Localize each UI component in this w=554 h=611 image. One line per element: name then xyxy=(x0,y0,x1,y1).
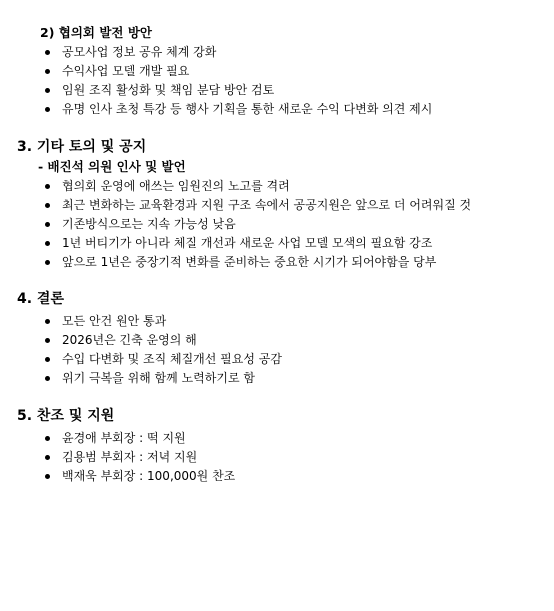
list-item xyxy=(0,369,282,388)
remarks-list xyxy=(0,177,471,272)
bullet-icon xyxy=(45,107,50,112)
list-item xyxy=(0,350,282,369)
conclusion-list xyxy=(0,312,282,388)
list-item-text: 최근 변화하는 교육환경과 지원 구조 속에서 공공지원은 앞으로 더 어려워질 것 xyxy=(62,198,472,212)
list-item-text: 기존방식으로는 지속 가능성 낮음 xyxy=(62,217,236,231)
bullet-icon xyxy=(45,338,50,343)
bullet-icon xyxy=(45,436,50,441)
list-item xyxy=(0,196,471,215)
section-heading-conclusion: 4. 결론 xyxy=(17,291,64,307)
list-item-text: 유명 인사 초청 특강 등 행사 기획을 통한 새로운 수익 다변화 의견 제시 xyxy=(62,102,433,116)
list-item xyxy=(0,429,235,448)
list-item-text: 윤경애 부회장 : 떡 지원 xyxy=(62,431,186,445)
subsection-title-remarks: - 배진석 의원 인사 및 발언 xyxy=(38,159,186,174)
list-item xyxy=(0,215,471,234)
list-item-text: 임원 조직 활성화 및 책임 분담 방안 검토 xyxy=(62,83,275,97)
bullet-icon xyxy=(45,88,50,93)
list-item xyxy=(0,467,235,486)
list-item-text: 2026년은 긴축 운영의 해 xyxy=(62,333,197,347)
list-item xyxy=(0,43,432,62)
bullet-icon xyxy=(45,376,50,381)
bullet-icon xyxy=(45,184,50,189)
section-heading-sponsorship: 5. 찬조 및 지원 xyxy=(17,408,115,424)
sponsorship-list xyxy=(0,429,235,486)
list-item xyxy=(0,448,235,467)
list-item xyxy=(0,331,282,350)
bullet-icon xyxy=(45,222,50,227)
bullet-icon xyxy=(45,69,50,74)
bullet-icon xyxy=(45,455,50,460)
list-item xyxy=(0,253,471,272)
bullet-icon xyxy=(45,260,50,265)
list-item-text: 모든 안건 원안 통과 xyxy=(62,314,167,328)
list-item-text: 김용범 부회자 : 저녁 지원 xyxy=(62,450,198,464)
list-item xyxy=(0,62,432,81)
development-plan-list xyxy=(0,43,432,119)
list-item-text: 앞으로 1년은 중장기적 변화를 준비하는 중요한 시기가 되어야함을 당부 xyxy=(62,255,437,269)
list-item-text: 협의회 운영에 애쓰는 임원진의 노고를 격려 xyxy=(62,179,290,193)
bullet-icon xyxy=(45,241,50,246)
bullet-icon xyxy=(45,319,50,324)
list-item xyxy=(0,234,471,253)
bullet-icon xyxy=(45,50,50,55)
bullet-icon xyxy=(45,357,50,362)
list-item xyxy=(0,177,471,196)
list-item xyxy=(0,81,432,100)
subsection-title-development-plan: 2) 협의회 발전 방안 xyxy=(40,25,152,40)
list-item-text: 위기 극복을 위해 함께 노력하기로 함 xyxy=(62,371,255,385)
list-item-text: 수익사업 모델 개발 필요 xyxy=(62,64,190,78)
list-item-text: 1년 버티기가 아니라 체질 개선과 새로운 사업 모델 모색의 필요함 강조 xyxy=(62,236,433,250)
list-item-text: 백재욱 부회장 : 100,000원 찬조 xyxy=(62,469,236,483)
section-heading-other-discussion: 3. 기타 토의 및 공지 xyxy=(17,139,147,155)
list-item xyxy=(0,312,282,331)
list-item xyxy=(0,100,432,119)
bullet-icon xyxy=(45,203,50,208)
bullet-icon xyxy=(45,474,50,479)
list-item-text: 수입 다변화 및 조직 체질개선 필요성 공감 xyxy=(62,352,282,366)
list-item-text: 공모사업 정보 공유 체계 강화 xyxy=(62,45,217,59)
